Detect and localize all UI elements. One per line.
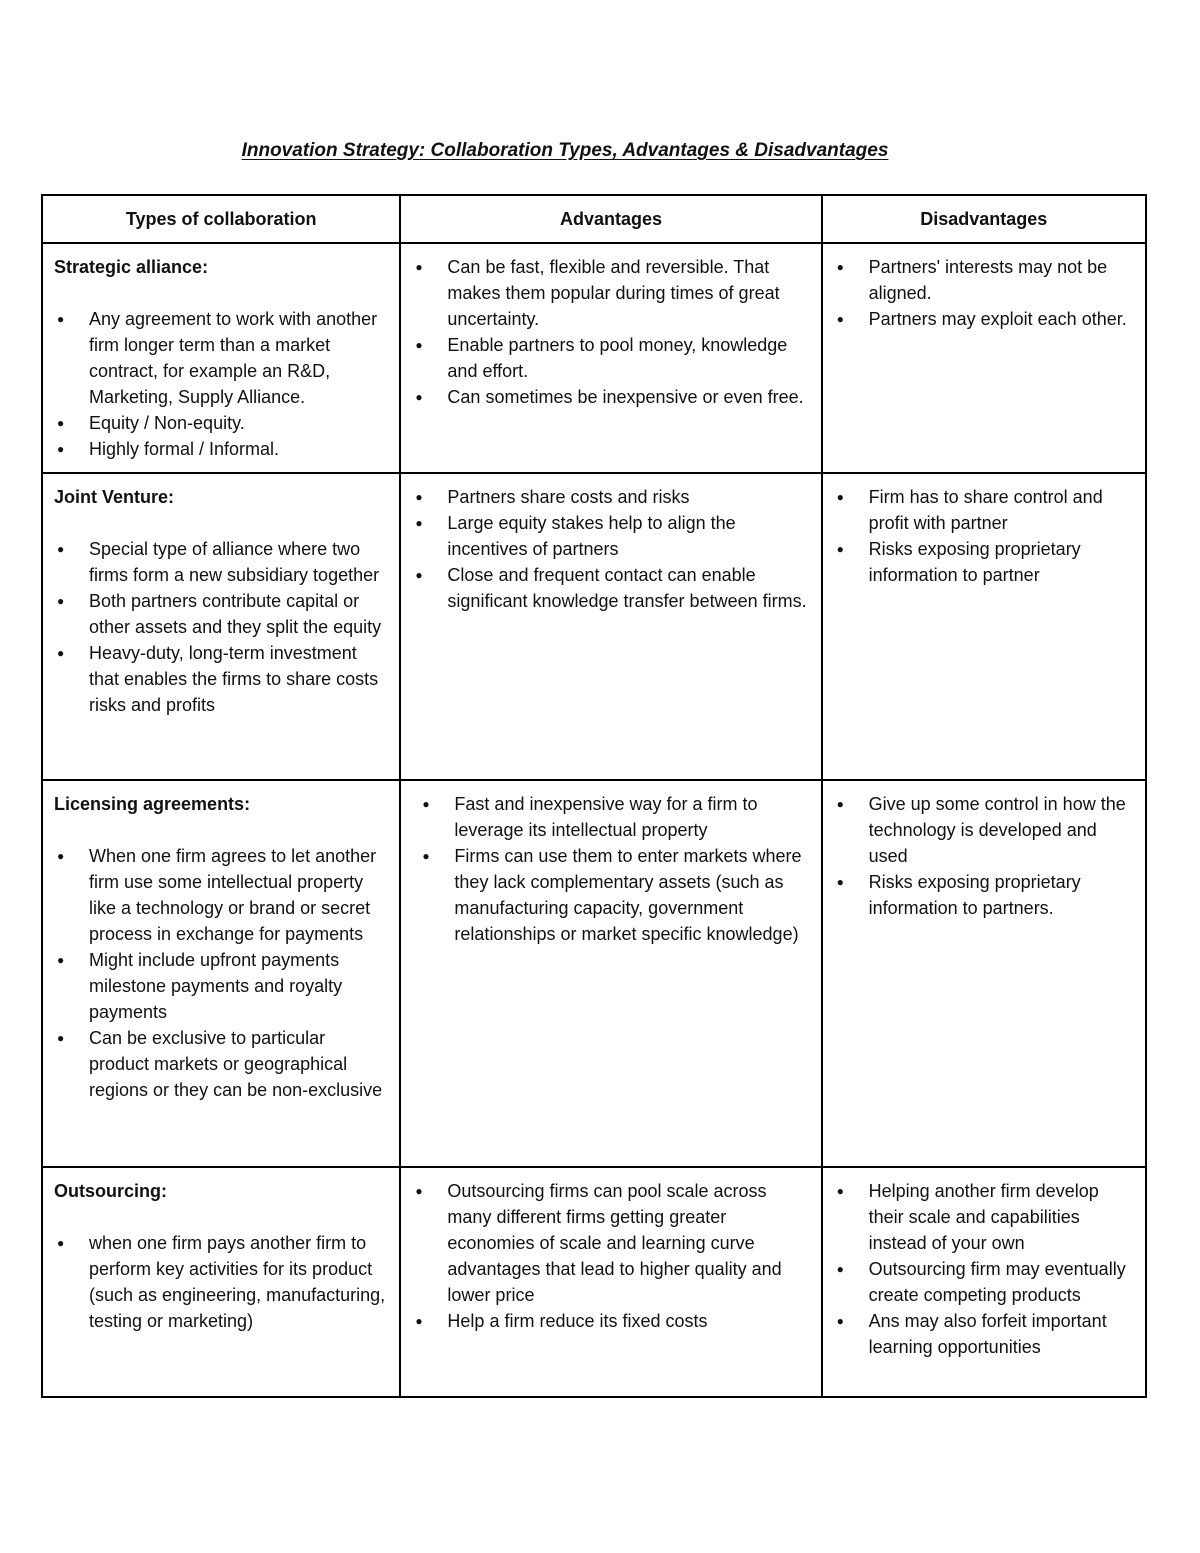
cell-disadvantages xyxy=(822,473,1146,780)
bullet-icon: ● xyxy=(415,516,423,530)
bullet-icon: ● xyxy=(836,312,844,326)
list-item-text: Can sometimes be inexpensive or even free. xyxy=(447,387,804,407)
list-item xyxy=(834,869,1135,921)
list-item-text: Can be exclusive to particular product markets or geographical regions or they can be non-exclusive xyxy=(89,1028,383,1100)
list-item xyxy=(834,484,1135,536)
bullet-icon: ● xyxy=(836,875,844,889)
bullet-list xyxy=(412,484,810,614)
bullet-icon: ● xyxy=(422,849,430,863)
table-row xyxy=(42,243,1146,473)
bullet-icon: ● xyxy=(836,490,844,504)
list-item-text: when one firm pays another firm to perform key activities for its product (such as engineering, manufacturing, testing or marketing) xyxy=(89,1233,386,1331)
list-item xyxy=(412,254,810,332)
list-item xyxy=(834,1256,1135,1308)
collaboration-type-name: Strategic alliance: xyxy=(54,257,209,277)
bullet-list xyxy=(54,536,389,718)
bullet-list xyxy=(54,1230,389,1334)
list-item-text: Partners may exploit each other. xyxy=(868,309,1127,329)
collaboration-type-name: Joint Venture: xyxy=(54,487,175,507)
bullet-list xyxy=(54,843,389,1103)
list-item-text: Risks exposing proprietary information to partners. xyxy=(868,872,1081,918)
table-row xyxy=(42,780,1146,1167)
list-item xyxy=(834,1178,1135,1256)
list-item-text: Outsourcing firms can pool scale across many different firms getting greater economies of scale and learning curve advantages that lead to higher quality and lower price xyxy=(447,1181,782,1305)
list-item-text: Give up some control in how the technology is developed and used xyxy=(868,794,1126,866)
list-item xyxy=(54,306,389,410)
cell-advantages xyxy=(400,780,821,1167)
bullet-icon: ● xyxy=(836,260,844,274)
list-item-text: Highly formal / Informal. xyxy=(89,439,280,459)
list-item-text: Partners share costs and risks xyxy=(447,487,690,507)
collaboration-type-name: Outsourcing: xyxy=(54,1181,167,1201)
list-item-text: When one firm agrees to let another firm use some intellectual property like a technology or brand or secret process in exchange for payments xyxy=(89,846,377,944)
bullet-list xyxy=(412,791,810,947)
header-disadvantages: Disadvantages xyxy=(822,195,1146,243)
list-item-text: Might include upfront payments milestone payments and royalty payments xyxy=(89,950,343,1022)
bullet-icon: ● xyxy=(415,1314,423,1328)
list-item-text: Help a firm reduce its fixed costs xyxy=(447,1311,708,1331)
bullet-icon: ● xyxy=(57,442,65,456)
cell-type xyxy=(42,1167,400,1397)
document-title: Innovation Strategy: Collaboration Types, Advantages & Disadvantages xyxy=(241,140,889,161)
list-item xyxy=(412,1178,810,1308)
bullet-icon: ● xyxy=(836,797,844,811)
list-item xyxy=(412,791,810,843)
list-item-text: Outsourcing firm may eventually create competing products xyxy=(868,1259,1126,1305)
list-item xyxy=(54,436,389,462)
list-item xyxy=(412,484,810,510)
collaboration-table xyxy=(41,194,1147,1398)
bullet-icon: ● xyxy=(57,416,65,430)
list-item xyxy=(412,843,810,947)
bullet-list xyxy=(834,1178,1135,1360)
list-item-text: Fast and inexpensive way for a firm to leverage its intellectual property xyxy=(454,794,758,840)
cell-type xyxy=(42,243,400,473)
bullet-icon: ● xyxy=(57,312,65,326)
table-row xyxy=(42,1167,1146,1397)
cell-type xyxy=(42,473,400,780)
bullet-icon: ● xyxy=(415,390,423,404)
table-header-row xyxy=(42,195,1146,243)
cell-disadvantages xyxy=(822,1167,1146,1397)
list-item xyxy=(54,588,389,640)
list-item xyxy=(412,1308,810,1334)
bullet-icon: ● xyxy=(57,849,65,863)
cell-advantages xyxy=(400,243,821,473)
list-item-text: Any agreement to work with another firm longer term than a market contract, for example an R&D, Marketing, Supply Alliance. xyxy=(89,309,378,407)
list-item xyxy=(54,536,389,588)
list-item xyxy=(54,947,389,1025)
bullet-icon: ● xyxy=(836,1314,844,1328)
list-item xyxy=(834,791,1135,869)
list-item-text: Special type of alliance where two firms form a new subsidiary together xyxy=(89,539,380,585)
bullet-icon: ● xyxy=(415,490,423,504)
list-item xyxy=(412,384,810,410)
bullet-list xyxy=(412,1178,810,1334)
cell-advantages xyxy=(400,1167,821,1397)
list-item xyxy=(834,1308,1135,1360)
list-item xyxy=(54,843,389,947)
collaboration-type-name: Licensing agreements: xyxy=(54,794,251,814)
bullet-icon: ● xyxy=(57,1236,65,1250)
bullet-icon: ● xyxy=(57,953,65,967)
bullet-icon: ● xyxy=(57,594,65,608)
list-item-text: Heavy-duty, long-term investment that enables the firms to share costs risks and profits xyxy=(89,643,379,715)
cell-type xyxy=(42,780,400,1167)
list-item-text: Equity / Non-equity. xyxy=(89,413,245,433)
bullet-list xyxy=(834,791,1135,921)
bullet-icon: ● xyxy=(415,260,423,274)
bullet-list xyxy=(834,484,1135,588)
list-item xyxy=(54,410,389,436)
list-item-text: Firm has to share control and profit with partner xyxy=(868,487,1103,533)
bullet-icon: ● xyxy=(57,1031,65,1045)
list-item-text: Ans may also forfeit important learning opportunities xyxy=(868,1311,1107,1357)
list-item xyxy=(54,1025,389,1103)
bullet-icon: ● xyxy=(415,1184,423,1198)
bullet-list xyxy=(412,254,810,410)
list-item-text: Firms can use them to enter markets where they lack complementary assets (such as manufacturing capacity, government relationships or market specific knowledge) xyxy=(454,846,802,944)
list-item xyxy=(412,510,810,562)
cell-advantages xyxy=(400,473,821,780)
bullet-icon: ● xyxy=(57,542,65,556)
list-item xyxy=(412,562,810,614)
table-body xyxy=(42,243,1146,1397)
header-advantages: Advantages xyxy=(400,195,821,243)
list-item-text: Enable partners to pool money, knowledge and effort. xyxy=(447,335,788,381)
cell-disadvantages xyxy=(822,780,1146,1167)
list-item xyxy=(54,640,389,718)
bullet-list xyxy=(54,306,389,462)
list-item-text: Large equity stakes help to align the incentives of partners xyxy=(447,513,736,559)
list-item-text: Helping another firm develop their scale and capabilities instead of your own xyxy=(868,1181,1099,1253)
bullet-icon: ● xyxy=(836,1184,844,1198)
list-item-text: Close and frequent contact can enable significant knowledge transfer between firms. xyxy=(447,565,807,611)
list-item-text: Both partners contribute capital or other assets and they split the equity xyxy=(89,591,382,637)
list-item-text: Can be fast, flexible and reversible. That makes them popular during times of great uncertainty. xyxy=(447,257,780,329)
cell-disadvantages xyxy=(822,243,1146,473)
list-item xyxy=(834,536,1135,588)
list-item xyxy=(54,1230,389,1334)
header-types: Types of collaboration xyxy=(42,195,400,243)
table-row xyxy=(42,473,1146,780)
bullet-icon: ● xyxy=(415,338,423,352)
list-item xyxy=(834,254,1135,306)
bullet-icon: ● xyxy=(836,1262,844,1276)
list-item-text: Partners' interests may not be aligned. xyxy=(868,257,1108,303)
list-item xyxy=(412,332,810,384)
list-item xyxy=(834,306,1135,332)
bullet-icon: ● xyxy=(422,797,430,811)
list-item-text: Risks exposing proprietary information to partner xyxy=(868,539,1081,585)
bullet-icon: ● xyxy=(415,568,423,582)
bullet-icon: ● xyxy=(836,542,844,556)
bullet-list xyxy=(834,254,1135,332)
bullet-icon: ● xyxy=(57,646,65,660)
